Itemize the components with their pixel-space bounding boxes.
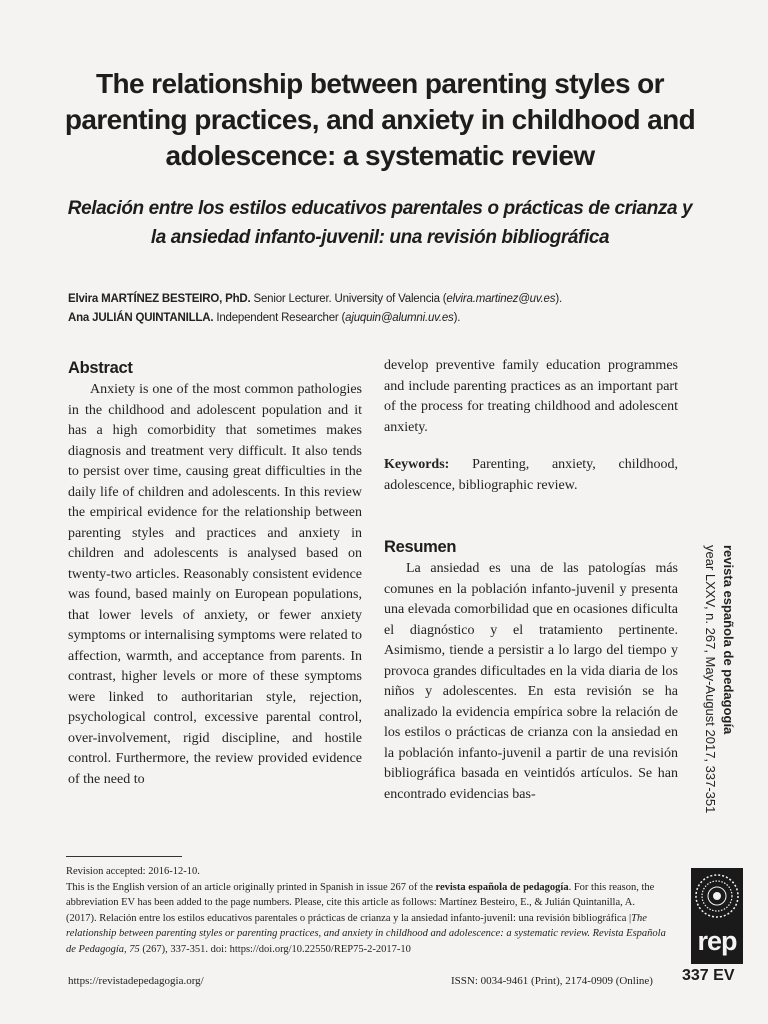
author-line (68, 290, 688, 309)
resumen-text: La ansiedad es una de las patologías más comunes en la población infanto-juvenil y presenta una elevada comorbilidad que en ocasiones dificulta el diagnóstico y el tratamiento pertinente. Asimismo, tiende a persistir a lo largo del tiempo y provoca grandes dificultades en la vida diaria de los niños y adolescentes. En esta revisión se ha analizado la evidencia empírica sobre la relación de los estilos o prácticas de crianza con la ansiedad en la población infanto-juvenil a partir de una revisión bibliográfica basada en veintidós artículos. Se han encontrado evidencias bas- (384, 561, 678, 802)
article-title: The relationship between parenting styles or parenting practices, and anxiety in childhood and adolescence: a systematic review (64, 68, 696, 171)
right-column (384, 356, 678, 805)
article-title-spanish: Relación entre los estilos educativos parentales o prácticas de crianza y la ansiedad infanto-juvenil: una revisión bibliográfica (67, 198, 693, 248)
footnote-doi[interactable]: (267), 337-351. doi: https://doi.org/10.22550/REP75-2-2017-10 (139, 943, 411, 955)
footnote-text: This is the English version of an article originally printed in Spanish in issue 267 of the (66, 881, 436, 893)
footnote (66, 864, 666, 957)
author-name: Ana JULIÁN QUINTANILLA. (68, 312, 214, 324)
footer-issn: ISSN: 0034-9461 (Print), 2174-0909 (Online) (451, 975, 653, 987)
logo-wordmark: rep (697, 926, 737, 956)
author-affiliation: Independent Researcher ( (213, 312, 346, 324)
author-name: Elvira MARTÍNEZ BESTEIRO, PhD. (68, 293, 251, 305)
rosette-icon (691, 868, 743, 924)
abstract-text: Anxiety is one of the most common pathologies in the childhood and adolescent population and it has a high comorbidity that sometimes makes diagnosis and treatment very difficult. It also tends to persist over time, causing great difficulties in the daily life of children and adolescents. In this review the empirical evidence for the relationship between parenting styles and practices and anxiety in children and adolescents is analysed based on twenty-two articles. Reasonably consistent evidence was found, based mainly on European populations, that lower levels of anxiety, or fewer anxiety symptoms or internalising symptoms were related to affection, warmth, and acceptance from parents. In contrast, higher levels or more of these symptoms were linked to authoritarian style, rejection, psychological control, excessive parental control, over-involvement, rigid discipline, and hostile control. Furthermore, the review provided evidence of the need to (68, 382, 362, 787)
author-email[interactable]: ajuquin@alumni.uv.es (345, 312, 454, 324)
author-affiliation-close: ). (453, 312, 461, 324)
journal-name: revista española de pedagogía (721, 545, 736, 735)
keywords-label: Keywords: (384, 457, 450, 472)
author-line (68, 309, 688, 328)
abstract-heading: Abstract (68, 359, 133, 377)
footnote-divider (66, 856, 182, 857)
footer-url-link[interactable]: https://revistadepedagogia.org/ (68, 975, 204, 987)
footnote-journal: revista española de pedagogía (435, 881, 569, 893)
author-email[interactable]: elvira.martinez@uv.es (446, 293, 556, 305)
author-list (68, 290, 688, 328)
page-number: 337 EV (682, 967, 735, 984)
keywords-text: Parenting, anxiety, childhood, adolescence, bibliographic review. (384, 457, 678, 493)
left-column (68, 356, 362, 790)
journal-issue: year LXXV, n. 267, May-August 2017, 337-351 (703, 545, 718, 814)
author-affiliation: Senior Lecturer. University of Valencia ( (250, 293, 447, 305)
abstract-continuation: develop preventive family education programmes and include parenting practices as an important part of the process for treating childhood and adolescent anxiety. (384, 358, 678, 435)
revision-date: Revision accepted: 2016-12-10. (66, 866, 200, 877)
footnote-citation-title: The relationship between parenting styles or parenting practices, and anxiety in childhood and adolescence: a systematic review. Revista Española de Pedagogía, 75 (66, 912, 666, 955)
footnote-text: . For this reason, the abbreviation EV has been added to the page numbers. Please, cite this article as follows: Martínez Besteiro, E., & Julián Quintanilla, A. (2017). Relación entre los estilos educativos parentales o prácticas de crianza y la ansiedad infanto-juvenil: una revisión bibliográfica | (66, 881, 655, 924)
keywords (384, 455, 678, 496)
journal-logo (691, 868, 743, 964)
author-affiliation-close: ). (555, 293, 562, 305)
resumen-heading: Resumen (384, 538, 457, 556)
journal-side-label (697, 545, 737, 865)
